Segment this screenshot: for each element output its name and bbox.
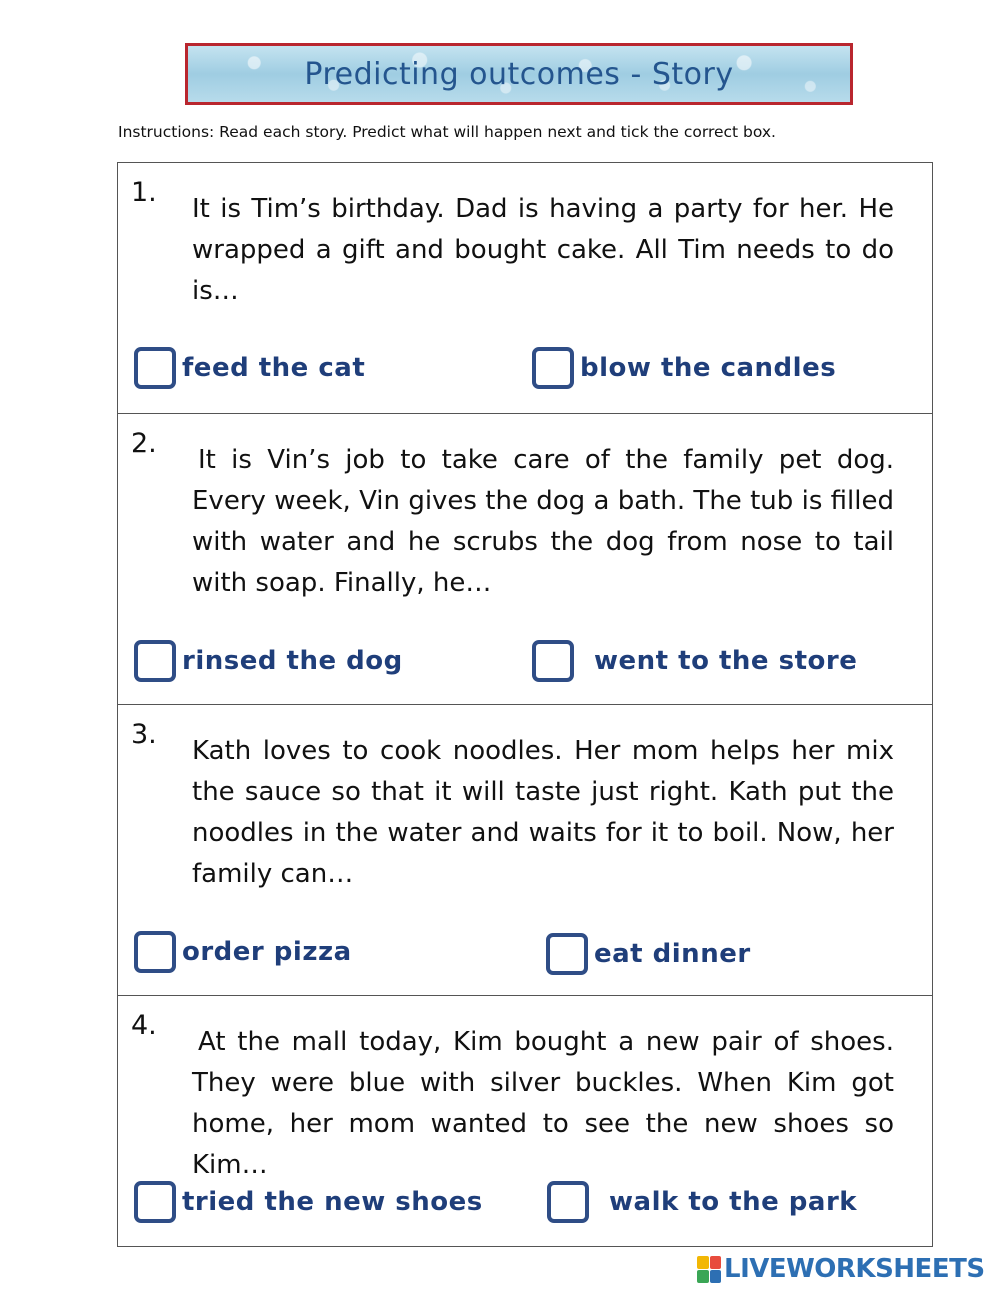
option-label: order pizza xyxy=(182,937,352,967)
story-passage: It is Tim’s birthday. Dad is having a party for her. He wrapped a gift and bought cake. All Tim needs to do is… xyxy=(192,194,894,306)
story-4 xyxy=(118,996,932,1246)
title-banner xyxy=(185,43,853,105)
story-number: 3. xyxy=(131,719,157,750)
checkbox[interactable] xyxy=(547,1181,589,1223)
option-label: blow the candles xyxy=(580,353,837,383)
story-1 xyxy=(118,163,932,414)
brand-name: LIVEWORKSHEETS xyxy=(724,1254,985,1284)
checkbox[interactable] xyxy=(532,347,574,389)
page-title: Predicting outcomes - Story xyxy=(304,56,734,92)
option-blow-the-candles[interactable] xyxy=(532,347,836,389)
story-3 xyxy=(118,705,932,996)
checkbox[interactable] xyxy=(546,933,588,975)
option-label: went to the store xyxy=(594,646,858,676)
story-number: 4. xyxy=(131,1010,157,1041)
option-went-to-the-store[interactable] xyxy=(532,640,857,682)
option-eat-dinner[interactable] xyxy=(546,933,751,975)
option-label: eat dinner xyxy=(594,939,751,969)
checkbox[interactable] xyxy=(134,347,176,389)
checkbox[interactable] xyxy=(134,1181,176,1223)
checkbox[interactable] xyxy=(532,640,574,682)
story-passage: At the mall today, Kim bought a new pair of shoes. They were blue with silver buckles. When Kim got home, her mom wanted to see the new shoes so Kim… xyxy=(192,1027,894,1180)
option-feed-the-cat[interactable] xyxy=(134,347,365,389)
option-label: feed the cat xyxy=(182,353,366,383)
story-passage: It is Vin’s job to take care of the family pet dog. Every week, Vin gives the dog a bath. The tub is filled with water and he scrubs the dog from nose to tail with soap. Finally, he… xyxy=(192,445,894,598)
liveworksheets-logo-icon xyxy=(697,1256,721,1283)
option-walk-to-the-park[interactable] xyxy=(547,1181,857,1223)
stories-container xyxy=(117,162,933,1247)
option-tried-the-new-shoes[interactable] xyxy=(134,1181,483,1223)
liveworksheets-brand xyxy=(697,1254,985,1284)
option-label: rinsed the dog xyxy=(182,646,403,676)
option-label: tried the new shoes xyxy=(182,1187,483,1217)
story-2 xyxy=(118,414,932,705)
story-number: 2. xyxy=(131,428,157,459)
checkbox[interactable] xyxy=(134,640,176,682)
option-label: walk to the park xyxy=(609,1187,858,1217)
instructions: Instructions: Read each story. Predict what will happen next and tick the correct box. xyxy=(118,123,776,141)
checkbox[interactable] xyxy=(134,931,176,973)
story-number: 1. xyxy=(131,177,157,208)
story-passage: Kath loves to cook noodles. Her mom helps her mix the sauce so that it will taste just right. Kath put the noodles in the water and waits for it to boil. Now, her family can… xyxy=(192,736,894,889)
option-rinsed-the-dog[interactable] xyxy=(134,640,403,682)
option-order-pizza[interactable] xyxy=(134,931,352,973)
